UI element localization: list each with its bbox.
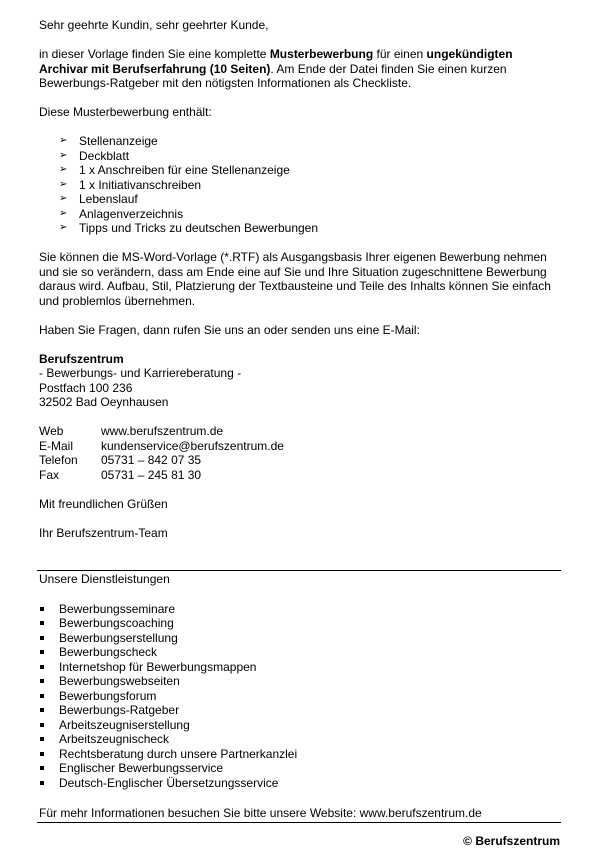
square-bullet-icon <box>40 679 44 683</box>
list-item-label: Lebenslauf <box>79 192 138 206</box>
list-item-label: Bewerbungscoaching <box>59 616 174 630</box>
arrow-bullet-icon: ➢ <box>59 135 68 146</box>
arrow-bullet-icon: ➢ <box>59 207 68 219</box>
list-item <box>39 616 559 631</box>
closing: Mit freundlichen Grüßen <box>39 496 168 511</box>
services-list <box>39 602 559 791</box>
services-heading: Unsere Dienstleistungen <box>39 572 170 586</box>
list-item <box>59 149 561 164</box>
square-bullet-icon <box>40 766 44 770</box>
arrow-bullet-icon: ➢ <box>59 193 68 204</box>
list-item <box>39 761 559 776</box>
list-item-label: 1 x Initiativanschreiben <box>79 177 202 192</box>
arrow-bullet-icon: ➢ <box>59 178 68 190</box>
list-item-label: Arbeitszeugnischeck <box>59 732 170 746</box>
salutation: Sehr geehrte Kundin, sehr geehrter Kunde, <box>39 18 269 32</box>
list-item <box>59 207 561 222</box>
square-bullet-icon <box>40 694 44 698</box>
arrow-bullet-icon: ➢ <box>59 222 68 233</box>
arrow-bullet-icon: ➢ <box>59 164 68 175</box>
list-item-label: Bewerbungsseminare <box>59 601 176 616</box>
list-item-label: Arbeitszeugniserstellung <box>59 717 190 732</box>
list-item-label: Deutsch-Englischer Übersetzungsservice <box>59 775 279 790</box>
intro-paragraph <box>39 47 561 91</box>
phone-value: 05731 – 842 07 35 <box>101 453 202 467</box>
table-row <box>39 439 284 454</box>
list-item <box>39 718 559 733</box>
list-item <box>39 732 559 747</box>
contact-label: Fax <box>39 467 60 482</box>
contact-label: Web <box>39 424 64 438</box>
list-item-label: Englischer Bewerbungsservice <box>59 761 224 775</box>
company-street: Postfach 100 236 <box>39 380 133 395</box>
square-bullet-icon <box>40 737 44 741</box>
list-item <box>39 689 559 704</box>
intro-text-1: in dieser Vorlage finden Sie eine komplette <box>39 47 270 61</box>
list-item-label: Bewerbungsforum <box>59 688 157 703</box>
contact-label: Telefon <box>39 453 78 467</box>
list-item-label: Deckblatt <box>79 148 130 163</box>
intro-bold-2: ungekündigten Archivar mit Berufserfahrung (10 Seiten) <box>39 47 513 76</box>
copyright-notice: © Berufszentrum <box>463 834 560 848</box>
list-item <box>39 602 559 617</box>
list-item <box>39 747 559 762</box>
web-link[interactable]: www.berufszentrum.de <box>101 424 224 438</box>
fax-value: 05731 – 245 81 30 <box>101 467 202 482</box>
table-row <box>39 424 284 439</box>
square-bullet-icon <box>40 752 44 756</box>
table-row <box>39 468 284 483</box>
list-item <box>59 221 561 236</box>
square-bullet-icon <box>40 723 44 727</box>
list-item-label: Bewerbungs-Ratgeber <box>59 703 180 717</box>
services-footer: Für mehr Informationen besuchen Sie bitte unsere Website: www.berufszentrum.de <box>39 806 482 820</box>
square-bullet-icon <box>40 781 44 785</box>
contact-label: E-Mail <box>39 438 74 453</box>
list-item-label: Bewerbungscheck <box>59 645 158 659</box>
list-item <box>39 631 559 646</box>
list-item <box>59 134 561 149</box>
square-bullet-icon <box>40 607 44 611</box>
list-item-label: 1 x Anschreiben für eine Stellenanzeige <box>79 163 290 177</box>
square-bullet-icon <box>40 650 44 654</box>
company-city: 32502 Bad Oeynhausen <box>39 395 169 409</box>
list-item <box>59 192 561 207</box>
square-bullet-icon <box>40 636 44 640</box>
contact-table <box>39 424 284 482</box>
square-bullet-icon <box>40 665 44 669</box>
body-paragraph: Sie können die MS-Word-Vorlage (*.RTF) als Ausgangsbasis Ihrer eigenen Bewerbung nehmen und sie so verändern, dass am Ende eine auf Sie und Ihre Situation zugeschnittene Bewerbung daraus wird. Aufbau, Stil, Platzierung der Textbausteine und Teile des Inhalts können Sie einfach und problemlos übernehmen. <box>39 250 551 308</box>
list-item-label: Stellenanzeige <box>79 134 158 148</box>
list-item <box>59 178 561 193</box>
email-link[interactable]: kundenservice@berufszentrum.de <box>101 438 284 453</box>
contents-list <box>39 134 561 236</box>
list-item-label: Internetshop für Bewerbungsmappen <box>59 659 257 674</box>
arrow-bullet-icon: ➢ <box>59 149 68 161</box>
list-item <box>39 776 559 791</box>
table-row <box>39 453 284 468</box>
square-bullet-icon <box>40 621 44 625</box>
list-item <box>59 163 561 178</box>
list-item-label: Bewerbungswebseiten <box>59 674 180 688</box>
list-item-label: Bewerbungserstellung <box>59 630 178 645</box>
company-tagline: - Bewerbungs- und Karriereberatung - <box>39 366 242 380</box>
list-item <box>39 703 559 718</box>
list-item-label: Rechtsberatung durch unsere Partnerkanzlei <box>59 746 298 761</box>
company-name: Berufszentrum <box>39 351 124 366</box>
list-item-label: Anlagenverzeichnis <box>79 206 184 221</box>
services-section <box>37 570 561 823</box>
list-item <box>39 674 559 689</box>
intro-text-3: . Am Ende der Datei finden Sie einen kurzen Bewerbungs-Ratgeber mit den nötigsten Informationen als Checkliste. <box>39 61 507 90</box>
company-address <box>39 352 561 410</box>
list-item-label: Tipps und Tricks zu deutschen Bewerbungen <box>79 221 319 235</box>
contents-label: Diese Musterbewerbung enthält: <box>39 105 212 119</box>
signature: Ihr Berufszentrum-Team <box>39 525 168 540</box>
list-item <box>39 645 559 660</box>
list-item <box>39 660 559 675</box>
questions-paragraph: Haben Sie Fragen, dann rufen Sie uns an oder senden uns eine E-Mail: <box>39 322 420 337</box>
letter-body <box>39 18 561 540</box>
square-bullet-icon <box>40 708 44 712</box>
intro-text-2: für einen <box>373 47 427 61</box>
intro-bold-1: Musterbewerbung <box>269 47 374 61</box>
